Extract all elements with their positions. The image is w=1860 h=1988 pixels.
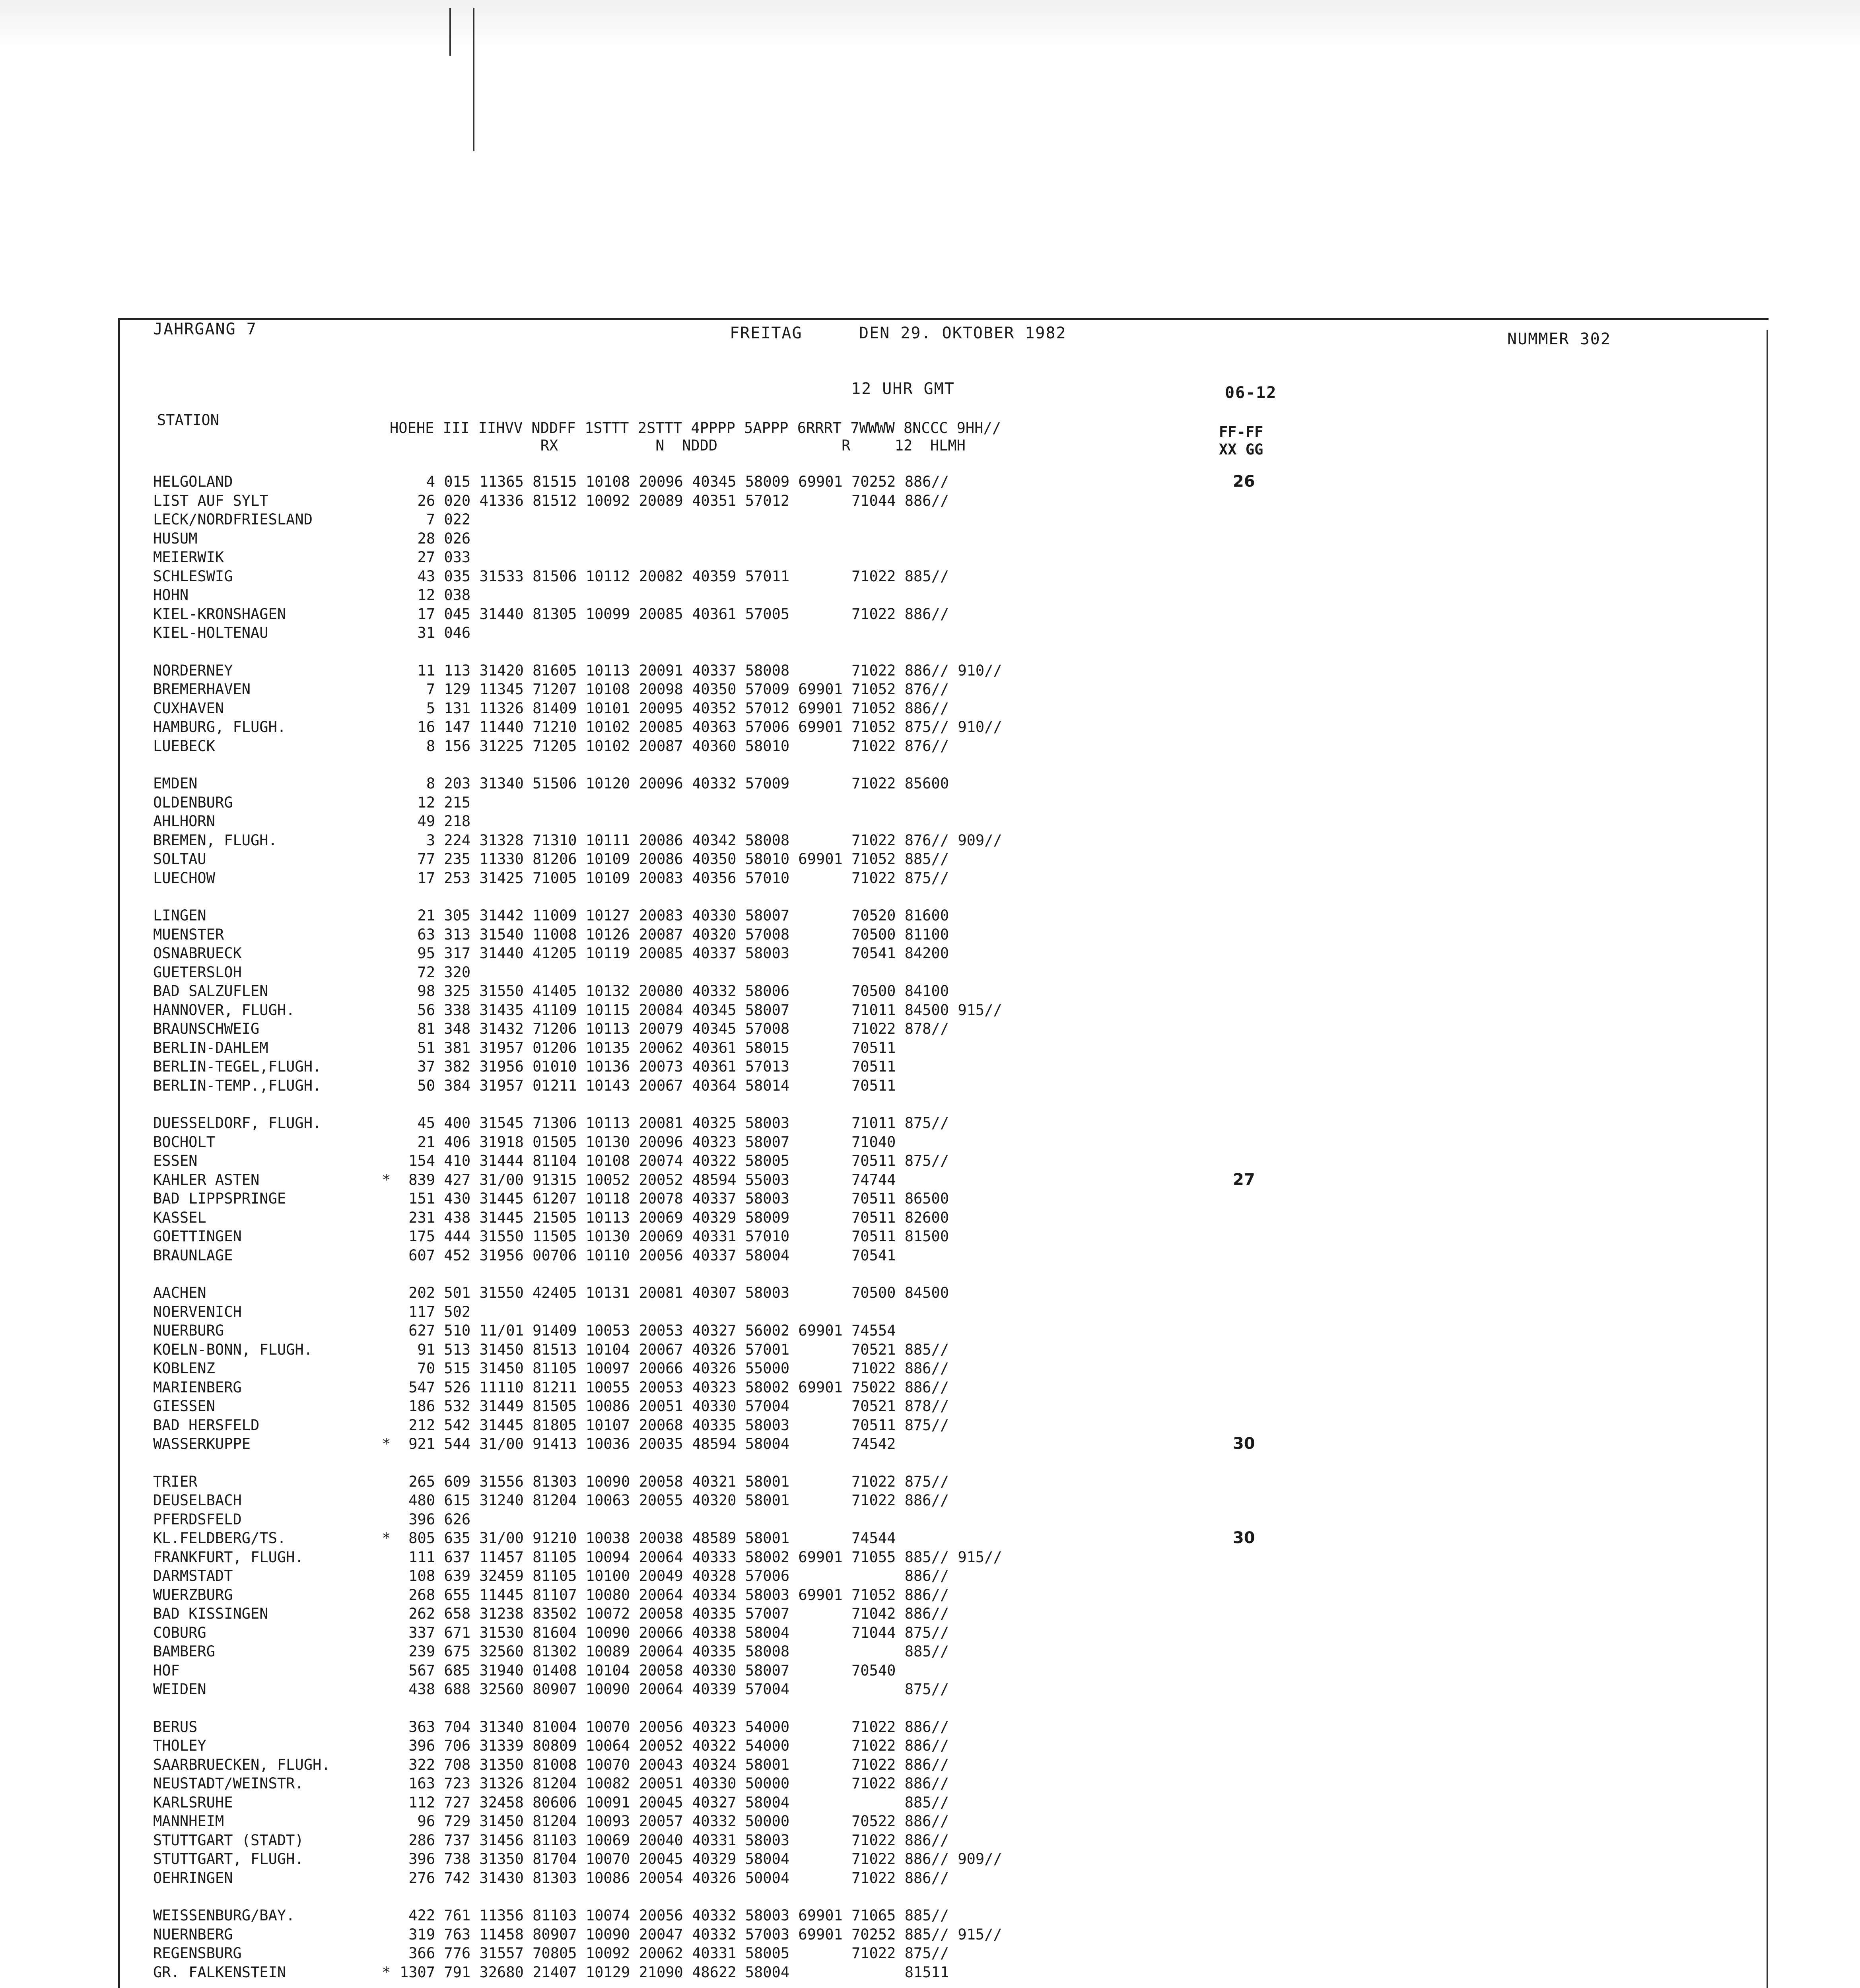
station-name: OEHRINGEN <box>153 1869 233 1887</box>
scan-mark <box>449 8 451 56</box>
station-name: HANNOVER, FLUGH. <box>153 1001 295 1019</box>
station-observation: 186 532 31449 81505 10086 20051 40330 57004 70521 878// <box>400 1398 949 1415</box>
station-name: THOLEY <box>153 1737 206 1754</box>
column-codes-line1: HOEHE III IIHVV NDDFF 1STTT 2STTT 4PPPP 5APPP 6RRRT 7WWWW 8NCCC 9HH// <box>390 419 1001 437</box>
column-codes-line2: RX N NDDD R 12 HLMH <box>390 437 966 454</box>
station-observation: 95 317 31440 41205 10119 20085 40337 58003 70541 84200 <box>400 945 949 962</box>
station-name: KARLSRUHE <box>153 1794 233 1811</box>
station-observation: 547 526 11110 81211 10055 20053 40323 58002 69901 75022 886// <box>400 1378 949 1396</box>
station-observation: 112 727 32458 80606 10091 20045 40327 58004 885// <box>400 1794 949 1811</box>
station-name: NORDERNEY <box>153 662 233 679</box>
station-name: MARIENBERG <box>153 1378 242 1396</box>
station-observation: 111 637 11457 81105 10094 20064 40333 58002 69901 71055 885// 915// <box>400 1548 1002 1566</box>
station-name: LINGEN <box>153 907 206 924</box>
station-name: SAARBRUECKEN, FLUGH. <box>153 1756 330 1773</box>
station-name: KAHLER ASTEN <box>153 1171 260 1188</box>
station-observation: 265 609 31556 81303 10090 20058 40321 58001 71022 875// <box>400 1473 949 1490</box>
station-observation: 37 382 31956 01010 10136 20073 40361 57013 70511 <box>400 1058 896 1075</box>
station-observation: 8 203 31340 51506 10120 20096 40332 57009 71022 85600 <box>400 775 949 792</box>
scan-noise <box>0 0 1860 48</box>
day: FREITAG <box>730 324 803 342</box>
station-observation: 396 738 31350 81704 10070 20045 40329 58004 71022 886// 909// <box>400 1850 1002 1868</box>
station-observation: 21 305 31442 11009 10127 20083 40330 58007 70520 81600 <box>400 907 949 924</box>
station-name: BOCHOLT <box>153 1133 215 1151</box>
station-name: LIST AUF SYLT <box>153 492 268 509</box>
station-observation: 239 675 32560 81302 10089 20064 40335 58008 885// <box>400 1643 949 1660</box>
gust-value: 27 <box>1233 1170 1255 1189</box>
station-name: LUECHOW <box>153 869 215 887</box>
station-name: AACHEN <box>153 1284 206 1301</box>
station-name: BREMEN, FLUGH. <box>153 831 277 849</box>
station-observation: 96 729 31450 81204 10093 20057 40332 50000 70522 886// <box>400 1813 949 1830</box>
station-name: DARMSTADT <box>153 1567 233 1584</box>
station-observation: 50 384 31957 01211 10143 20067 40364 58014 70511 <box>400 1077 896 1094</box>
station-observation: 363 704 31340 81004 10070 20056 40323 54000 71022 886// <box>400 1718 949 1736</box>
station-observation: 276 742 31430 81303 10086 20054 40326 50004 71022 886// <box>400 1869 949 1887</box>
column-station: STATION <box>157 412 219 429</box>
mountain-station-marker: * <box>382 1435 391 1452</box>
jahrgang: JAHRGANG 7 <box>153 320 257 338</box>
station-observation: 98 325 31550 41405 10132 20080 40332 58006 70500 84100 <box>400 982 949 1000</box>
station-observation: 154 410 31444 81104 10108 20074 40322 58005 70511 875// <box>400 1152 949 1169</box>
station-observation: 7 022 <box>400 511 471 528</box>
station-name: BAD KISSINGEN <box>153 1605 268 1622</box>
station-name: KASSEL <box>153 1209 206 1226</box>
station-observation: 268 655 11445 81107 10080 20064 40334 58003 69901 71052 886// <box>400 1586 949 1604</box>
station-name: HOHN <box>153 586 189 604</box>
station-name: GOETTINGEN <box>153 1228 242 1245</box>
station-name: WEISSENBURG/BAY. <box>153 1907 295 1924</box>
station-name: GIESSEN <box>153 1398 215 1415</box>
station-observation: 43 035 31533 81506 10112 20082 40359 57011 71022 885// <box>400 567 949 585</box>
station-observation: 91 513 31450 81513 10104 20067 40326 57001 70521 885// <box>400 1341 949 1358</box>
station-observation: 422 761 11356 81103 10074 20056 40332 58003 69901 71065 885// <box>400 1907 949 1924</box>
frame-top <box>118 318 1769 320</box>
frame-right <box>1767 330 1768 1988</box>
mountain-station-marker: * <box>382 1171 391 1188</box>
station-name: PFERDSFELD <box>153 1510 242 1528</box>
station-observation: 337 671 31530 81604 10090 20066 40338 58004 71044 875// <box>400 1624 949 1641</box>
station-observation: 567 685 31940 01408 10104 20058 40330 58007 70540 <box>400 1662 896 1679</box>
station-name: LECK/NORDFRIESLAND <box>153 511 313 528</box>
station-observation: 27 033 <box>400 549 471 566</box>
time: 12 UHR GMT <box>851 380 955 398</box>
date: DEN 29. OKTOBER 1982 <box>859 324 1067 342</box>
station-name: LUEBECK <box>153 737 215 755</box>
station-name: OSNABRUECK <box>153 945 242 962</box>
gust-value: 30 <box>1233 1529 1255 1547</box>
station-observation: 607 452 31956 00706 10110 20056 40337 58004 70541 <box>400 1246 896 1264</box>
station-observation: 63 313 31540 11008 10126 20087 40320 57008 70500 81100 <box>400 926 949 943</box>
station-observation: 72 320 <box>400 963 471 981</box>
station-name: EMDEN <box>153 775 198 792</box>
station-observation: 438 688 32560 80907 10090 20064 40339 57004 875// <box>400 1681 949 1698</box>
station-name: FRANKFURT, FLUGH. <box>153 1548 304 1566</box>
station-observation: 117 502 <box>400 1303 471 1320</box>
station-observation: 51 381 31957 01206 10135 20062 40361 58015 70511 <box>400 1039 896 1056</box>
station-name: BREMERHAVEN <box>153 681 251 698</box>
station-observation: 921 544 31/00 91413 10036 20035 48594 58004 74542 <box>400 1435 896 1452</box>
station-name: OLDENBURG <box>153 794 233 811</box>
station-name: HELGOLAND <box>153 473 233 490</box>
station-name: SOLTAU <box>153 850 206 868</box>
station-name: BRAUNLAGE <box>153 1246 233 1264</box>
station-observation: 26 020 41336 81512 10092 20089 40351 57012 71044 886// <box>400 492 949 509</box>
station-name: SCHLESWIG <box>153 567 233 585</box>
station-name: NEUSTADT/WEINSTR. <box>153 1775 304 1792</box>
station-observation: 12 215 <box>400 794 471 811</box>
station-name: BAMBERG <box>153 1643 215 1660</box>
station-name: BRAUNSCHWEIG <box>153 1020 260 1037</box>
station-observation: 12 038 <box>400 586 471 604</box>
station-observation: 1307 791 32680 21407 10129 21090 48622 58004 81511 <box>400 1963 949 1981</box>
station-observation: 56 338 31435 41109 10115 20084 40345 58007 71011 84500 915// <box>400 1001 1002 1019</box>
station-observation: 31 046 <box>400 624 471 641</box>
mountain-station-marker: * <box>382 1963 391 1981</box>
station-name: REGENSBURG <box>153 1945 242 1962</box>
station-name: GUETERSLOH <box>153 963 242 981</box>
station-observation: 151 430 31445 61207 10118 20078 40337 58003 70511 86500 <box>400 1190 949 1207</box>
station-observation: 480 615 31240 81204 10063 20055 40320 58001 71022 886// <box>400 1492 949 1509</box>
scan-mark <box>473 8 474 151</box>
station-name: BAD HERSFELD <box>153 1416 260 1434</box>
station-name: WEIDEN <box>153 1681 206 1698</box>
station-name: STUTTGART (STADT) <box>153 1831 304 1849</box>
station-observation: 16 147 11440 71210 10102 20085 40363 57006 69901 71052 875// 910// <box>400 718 1002 736</box>
mountain-station-marker: * <box>382 1530 391 1547</box>
station-observation: 396 706 31339 80809 10064 20052 40322 54000 71022 886// <box>400 1737 949 1754</box>
station-name: GR. FALKENSTEIN <box>153 1963 286 1981</box>
station-name: DUESSELDORF, FLUGH. <box>153 1114 322 1132</box>
station-observation: 396 626 <box>400 1510 471 1528</box>
station-name: NOERVENICH <box>153 1303 242 1320</box>
station-observation: 70 515 31450 81105 10097 20066 40326 55000 71022 886// <box>400 1360 949 1377</box>
range: 06-12 <box>1225 384 1277 402</box>
station-observation: 4 015 11365 81515 10108 20096 40345 58009 69901 70252 886// <box>400 473 949 490</box>
station-observation: 49 218 <box>400 813 471 830</box>
station-name: CUXHAVEN <box>153 699 224 717</box>
station-name: KL.FELDBERG/TS. <box>153 1530 286 1547</box>
station-observation: 45 400 31545 71306 10113 20081 40325 58003 71011 875// <box>400 1114 949 1132</box>
station-observation: 322 708 31350 81008 10070 20043 40324 58001 71022 886// <box>400 1756 949 1773</box>
station-name: ESSEN <box>153 1152 198 1169</box>
station-observation: 231 438 31445 21505 10113 20069 40329 58009 70511 82600 <box>400 1209 949 1226</box>
station-name: KOELN-BONN, FLUGH. <box>153 1341 313 1358</box>
station-name: MANNHEIM <box>153 1813 224 1830</box>
station-observation: 805 635 31/00 91210 10038 20038 48589 58001 74544 <box>400 1530 896 1547</box>
station-name: DEUSELBACH <box>153 1492 242 1509</box>
station-name: KIEL-KRONSHAGEN <box>153 605 286 623</box>
station-name: BAD LIPPSPRINGE <box>153 1190 286 1207</box>
station-observation: 286 737 31456 81103 10069 20040 40331 58003 71022 886// <box>400 1831 949 1849</box>
station-name: HUSUM <box>153 530 198 547</box>
station-observation: 7 129 11345 71207 10108 20098 40350 57009 69901 71052 876// <box>400 681 949 698</box>
station-name: BERLIN-TEGEL,FLUGH. <box>153 1058 322 1075</box>
station-name: TRIER <box>153 1473 198 1490</box>
station-observation: 11 113 31420 81605 10113 20091 40337 58008 71022 886// 910// <box>400 662 1002 679</box>
frame-left <box>118 318 120 1988</box>
station-name: NUERNBERG <box>153 1926 233 1943</box>
nummer: NUMMER 302 <box>1507 330 1611 348</box>
station-observation: 627 510 11/01 91409 10053 20053 40327 56002 69901 74554 <box>400 1322 896 1339</box>
station-name: HAMBURG, FLUGH. <box>153 718 286 736</box>
station-observation: 5 131 11326 81409 10101 20095 40352 57012 69901 71052 886// <box>400 699 949 717</box>
station-observation: 163 723 31326 81204 10082 20051 40330 50000 71022 886// <box>400 1775 949 1792</box>
station-name: KOBLENZ <box>153 1360 215 1377</box>
column-ff-line2: XX GG <box>1219 441 1263 458</box>
station-observation: 77 235 11330 81206 10109 20086 40350 58010 69901 71052 885// <box>400 850 949 868</box>
station-observation: 8 156 31225 71205 10102 20087 40360 58010 71022 876// <box>400 737 949 755</box>
station-name: STUTTGART, FLUGH. <box>153 1850 304 1868</box>
station-observation: 262 658 31238 83502 10072 20058 40335 57007 71042 886// <box>400 1605 949 1622</box>
station-observation: 319 763 11458 80907 10090 20047 40332 57003 69901 70252 885// 915// <box>400 1926 1002 1943</box>
station-name: HOF <box>153 1662 180 1679</box>
gust-value: 30 <box>1233 1435 1255 1453</box>
station-name: COBURG <box>153 1624 206 1641</box>
station-name: KIEL-HOLTENAU <box>153 624 268 641</box>
station-observation: 212 542 31445 81805 10107 20068 40335 58003 70511 875// <box>400 1416 949 1434</box>
station-name: WASSERKUPPE <box>153 1435 251 1452</box>
station-observation: 21 406 31918 01505 10130 20096 40323 58007 71040 <box>400 1133 896 1151</box>
station-observation: 839 427 31/00 91315 10052 20052 48594 55003 74744 <box>400 1171 896 1188</box>
station-name: WUERZBURG <box>153 1586 233 1604</box>
station-name: AHLHORN <box>153 813 215 830</box>
station-observation: 108 639 32459 81105 10100 20049 40328 57006 886// <box>400 1567 949 1584</box>
station-name: BERUS <box>153 1718 198 1736</box>
station-name: NUERBURG <box>153 1322 224 1339</box>
gust-value: 26 <box>1233 472 1255 491</box>
station-name: BERLIN-DAHLEM <box>153 1039 268 1056</box>
station-observation: 175 444 31550 11505 10130 20069 40331 57010 70511 81500 <box>400 1228 949 1245</box>
station-observation: 17 045 31440 81305 10099 20085 40361 57005 71022 886// <box>400 605 949 623</box>
column-ff-line1: FF-FF <box>1219 423 1263 441</box>
station-observation: 366 776 31557 70805 10092 20062 40331 58005 71022 875// <box>400 1945 949 1962</box>
station-name: BERLIN-TEMP.,FLUGH. <box>153 1077 322 1094</box>
station-observation: 28 026 <box>400 530 471 547</box>
station-name: MUENSTER <box>153 926 224 943</box>
station-observation: 3 224 31328 71310 10111 20086 40342 58008 71022 876// 909// <box>400 831 1002 849</box>
station-observation: 17 253 31425 71005 10109 20083 40356 57010 71022 875// <box>400 869 949 887</box>
station-observation: 202 501 31550 42405 10131 20081 40307 58003 70500 84500 <box>400 1284 949 1301</box>
station-name: BAD SALZUFLEN <box>153 982 268 1000</box>
station-name: MEIERWIK <box>153 549 224 566</box>
station-observation: 81 348 31432 71206 10113 20079 40345 57008 71022 878// <box>400 1020 949 1037</box>
